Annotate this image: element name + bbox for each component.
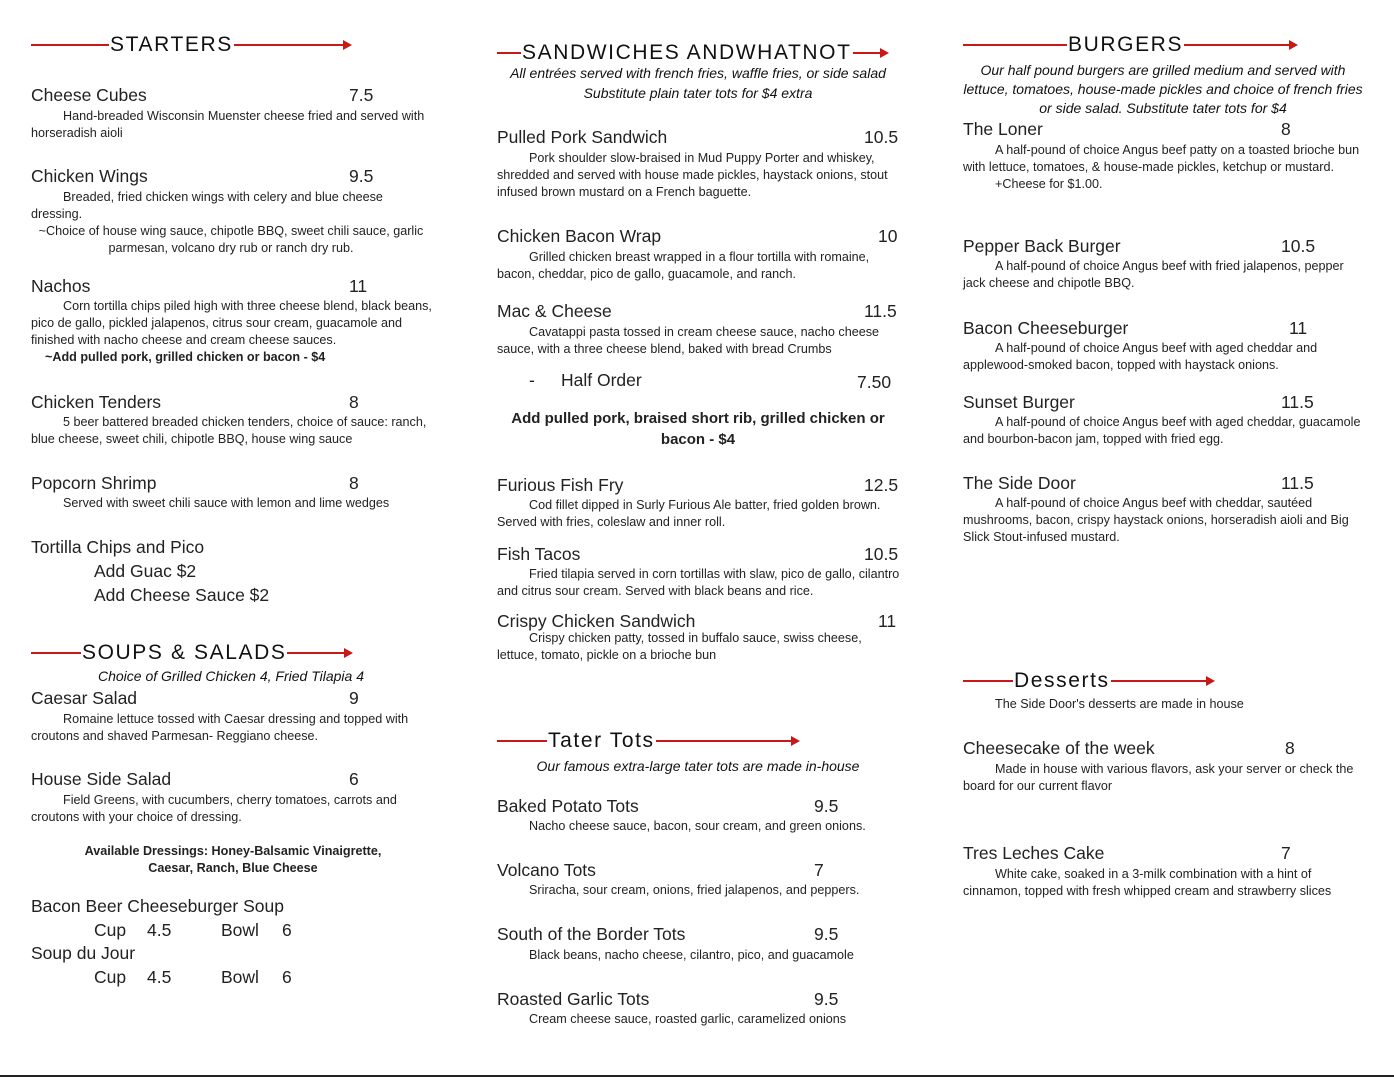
item-description: Sriracha, sour cream, onions, fried jalapenos, and peppers. bbox=[529, 883, 860, 897]
menu-item bbox=[31, 688, 431, 745]
item-price: 10.5 bbox=[864, 544, 899, 564]
heading-text: Desserts bbox=[1014, 669, 1110, 692]
arrow-right-icon bbox=[287, 648, 353, 658]
item-name: Chicken Tenders bbox=[31, 392, 162, 412]
arrow-right-icon bbox=[1111, 676, 1215, 686]
heading-text: SOUPS & SALADS bbox=[82, 641, 287, 664]
cup-label: Cup bbox=[94, 967, 127, 987]
section-heading-tater-tots bbox=[497, 729, 800, 753]
menu-item bbox=[31, 276, 433, 366]
item-name: Tortilla Chips and Pico bbox=[31, 537, 205, 557]
item-price: 11 bbox=[878, 611, 897, 631]
item-price: 9.5 bbox=[349, 166, 374, 186]
item-name: Popcorn Shrimp bbox=[31, 473, 157, 493]
section-heading-starters bbox=[31, 33, 352, 57]
menu-item bbox=[31, 473, 431, 512]
item-name: Sunset Burger bbox=[963, 392, 1075, 412]
item-price: 9 bbox=[349, 688, 359, 708]
heading-line bbox=[497, 52, 521, 54]
item-description: Corn tortilla chips piled high with three cheese blend, black beans, pico de gallo, pickled jalapenos, citrus sour cream, guacamole and finished with nacho cheese and cream cheese sauces. bbox=[31, 299, 432, 347]
item-name: Fish Tacos bbox=[497, 544, 581, 564]
half-order-price: 7.50 bbox=[857, 372, 892, 392]
item-name: Chicken Wings bbox=[31, 166, 148, 186]
item-price: 11.5 bbox=[1281, 473, 1314, 493]
item-name: The Loner bbox=[963, 119, 1043, 139]
cup-price: 4.5 bbox=[147, 967, 172, 987]
item-description: A half-pound of choice Angus beef with aged cheddar and applewood-smoked bacon, topped with haystack onions. bbox=[963, 341, 1318, 372]
heading-text: SANDWICHES ANDWHATNOT bbox=[522, 41, 852, 64]
arrow-right-icon bbox=[234, 40, 352, 50]
bowl-label: Bowl bbox=[221, 967, 259, 987]
section-subtitle: Choice of Grilled Chicken 4, Fried Tilapia 4 bbox=[98, 668, 364, 684]
menu-item bbox=[497, 226, 899, 283]
menu-item bbox=[497, 301, 899, 358]
item-price: 8 bbox=[1281, 119, 1291, 139]
item-price: 11.5 bbox=[1281, 392, 1314, 412]
heading-line bbox=[963, 44, 1067, 46]
section-heading-soups-salads bbox=[31, 641, 353, 665]
item-price: 11 bbox=[1289, 318, 1308, 338]
item-name: Chicken Bacon Wrap bbox=[497, 226, 662, 246]
item-name: Furious Fish Fry bbox=[497, 475, 624, 495]
dressings-note: Available Dressings: Honey-Balsamic Vinaigrette, Caesar, Ranch, Blue Cheese bbox=[84, 844, 382, 875]
half-order-label: Half Order bbox=[561, 370, 642, 390]
item-description: Hand-breaded Wisconsin Muenster cheese fried and served with horseradish aioli bbox=[31, 109, 425, 140]
item-price: 9.5 bbox=[814, 924, 839, 944]
menu-item bbox=[963, 119, 1365, 193]
item-name: Pepper Back Burger bbox=[963, 236, 1121, 256]
item-description: Cream cheese sauce, roasted garlic, caramelized onions bbox=[529, 1012, 847, 1026]
menu-item bbox=[31, 769, 431, 826]
heading-line bbox=[31, 652, 81, 654]
item-description: Field Greens, with cucumbers, cherry tomatoes, carrots and croutons with your choice of dressing. bbox=[31, 793, 397, 824]
menu-item bbox=[497, 544, 901, 600]
menu-item bbox=[497, 796, 899, 835]
item-name: Nachos bbox=[31, 276, 91, 296]
item-description: Pork shoulder slow-braised in Mud Puppy Porter and whiskey, shredded and served with house made pickles, haystack onions, stout infused brown mustard on a French baguette. bbox=[497, 151, 888, 199]
item-note: ~Add pulled pork, grilled chicken or bacon - $4 bbox=[45, 350, 326, 364]
item-description: Fried tilapia served in corn tortillas with slaw, pico de gallo, cilantro and citrus sour cream. Served with black beans and rice. bbox=[497, 567, 900, 598]
item-price: 8 bbox=[349, 392, 359, 412]
heading-text: BURGERS bbox=[1068, 33, 1184, 56]
menu-item bbox=[963, 236, 1365, 292]
item-name: Mac & Cheese bbox=[497, 301, 612, 321]
item-description: Served with sweet chili sauce with lemon and lime wedges bbox=[63, 496, 390, 510]
cup-price: 4.5 bbox=[147, 920, 172, 940]
section-subtitle: All entrées served with french fries, waffle fries, or side salad bbox=[510, 65, 886, 81]
item-price: 9.5 bbox=[814, 796, 839, 816]
menu-item bbox=[963, 318, 1365, 374]
item-price: 10.5 bbox=[1281, 236, 1316, 256]
item-name: Bacon Cheeseburger bbox=[963, 318, 1129, 338]
arrow-right-icon bbox=[853, 48, 889, 58]
item-note: +Cheese for $1.00. bbox=[995, 177, 1103, 191]
item-description: Nacho cheese sauce, bacon, sour cream, and green onions. bbox=[529, 819, 866, 833]
menu-item bbox=[497, 127, 899, 201]
item-note: ~Choice of house wing sauce, chipotle BBQ, sweet chili sauce, garlic parmesan, volcano dry rub or ranch dry rub. bbox=[38, 224, 424, 255]
heading-text: STARTERS bbox=[110, 33, 233, 56]
item-description: Crispy chicken patty, tossed in buffalo sauce, swiss cheese, lettuce, tomato, pickle on a brioche bun bbox=[497, 631, 862, 662]
item-name: Soup du Jour bbox=[31, 943, 136, 963]
item-name: Roasted Garlic Tots bbox=[497, 989, 650, 1009]
half-order-dash: - bbox=[529, 370, 535, 390]
page-bottom-rule bbox=[0, 1075, 1394, 1077]
section-subtitle: Our famous extra-large tater tots are made in-house bbox=[536, 758, 860, 774]
item-price: 10.5 bbox=[864, 127, 899, 147]
arrow-right-icon bbox=[1184, 40, 1298, 50]
item-description: 5 beer battered breaded chicken tenders, choice of sauce: ranch, blue cheese, sweet chili, chipotle BBQ, house wing sauce bbox=[31, 415, 427, 446]
heading-line bbox=[963, 680, 1013, 682]
menu-item bbox=[31, 85, 431, 142]
bowl-price: 6 bbox=[282, 920, 292, 940]
item-description: A half-pound of choice Angus beef with cheddar, sautéed mushrooms, bacon, crispy haystack onions, horseradish aioli and Big Slick Stout-infused mustard. bbox=[963, 496, 1349, 544]
menu-item bbox=[497, 924, 899, 964]
item-name: Volcano Tots bbox=[497, 860, 596, 880]
item-description: Breaded, fried chicken wings with celery and blue cheese dressing. bbox=[31, 190, 383, 221]
item-price: 8 bbox=[1285, 738, 1295, 758]
item-description: Made in house with various flavors, ask your server or check the board for our current flavor bbox=[963, 762, 1354, 793]
menu-item bbox=[963, 473, 1367, 546]
item-price: 7 bbox=[1281, 843, 1291, 863]
heading-line bbox=[31, 44, 109, 46]
item-name: The Side Door bbox=[963, 473, 1076, 493]
bowl-label: Bowl bbox=[221, 920, 259, 940]
menu-item bbox=[497, 475, 901, 531]
item-description: Romaine lettuce tossed with Caesar dressing and topped with croutons and shaved Parmesan- Reggiano cheese. bbox=[31, 712, 409, 743]
item-description: Cavatappi pasta tossed in cream cheese sauce, nacho cheese sauce, with a three cheese blend, baked with bread Crumbs bbox=[497, 325, 880, 356]
item-price: 11 bbox=[349, 276, 368, 296]
item-description: White cake, soaked in a 3-milk combination with a hint of cinnamon, topped with fresh whipped cream and strawberry slices bbox=[963, 867, 1332, 898]
item-name: Cheesecake of the week bbox=[963, 738, 1155, 758]
item-description: A half-pound of choice Angus beef with fried jalapenos, pepper jack cheese and chipotle BBQ. bbox=[963, 259, 1344, 290]
menu-item bbox=[31, 392, 431, 448]
item-price: 9.5 bbox=[814, 989, 839, 1009]
menu-item bbox=[963, 843, 1367, 900]
bowl-price: 6 bbox=[282, 967, 292, 987]
item-name: Caesar Salad bbox=[31, 688, 138, 708]
item-description: Black beans, nacho cheese, cilantro, pico, and guacamole bbox=[529, 948, 854, 962]
item-description: A half-pound of choice Angus beef patty on a toasted brioche bun with lettuce, tomatoes, & house-made pickles, ketchup or mustard. bbox=[963, 143, 1360, 174]
item-price: 11.5 bbox=[864, 301, 897, 321]
section-subtitle: Our half pound burgers are grilled medium and served with lettuce, tomatoes, house-made pickles and choice of french fries or side salad. Substitute tater tots for $4 bbox=[963, 62, 1363, 116]
item-addon: Add Cheese Sauce $2 bbox=[94, 585, 270, 605]
item-price: 10 bbox=[878, 226, 898, 246]
heading-text: Tater Tots bbox=[548, 729, 655, 752]
item-name: House Side Salad bbox=[31, 769, 172, 789]
arrow-right-icon bbox=[656, 736, 800, 746]
menu-item bbox=[497, 611, 901, 664]
section-subtitle: The Side Door's desserts are made in house bbox=[995, 697, 1244, 711]
item-name: Cheese Cubes bbox=[31, 85, 147, 105]
item-description: Grilled chicken breast wrapped in a flour tortilla with romaine, bacon, cheddar, pico de gallo, guacamole, and ranch. bbox=[497, 250, 870, 281]
section-heading-desserts bbox=[963, 669, 1215, 693]
item-description: Cod fillet dipped in Surly Furious Ale batter, fried golden brown. Served with fries, coleslaw and inner roll. bbox=[497, 498, 881, 529]
addon-note: Add pulled pork, braised short rib, grilled chicken or bacon - $4 bbox=[511, 410, 885, 448]
item-price: 7.5 bbox=[349, 85, 374, 105]
heading-line bbox=[497, 740, 547, 742]
section-heading-burgers bbox=[963, 33, 1298, 57]
menu-item bbox=[497, 989, 899, 1028]
section-heading-sandwiches bbox=[497, 41, 889, 65]
item-name: Pulled Pork Sandwich bbox=[497, 127, 668, 147]
menu-item bbox=[963, 392, 1365, 448]
item-price: 8 bbox=[349, 473, 359, 493]
item-name: Baked Potato Tots bbox=[497, 796, 639, 816]
item-name: Bacon Beer Cheeseburger Soup bbox=[31, 896, 284, 916]
menu-item bbox=[963, 738, 1367, 795]
item-name: Tres Leches Cake bbox=[963, 843, 1105, 863]
item-description: A half-pound of choice Angus beef with aged cheddar, guacamole and bourbon-bacon jam, topped with fried egg. bbox=[963, 415, 1361, 446]
item-name: South of the Border Tots bbox=[497, 924, 686, 944]
section-subtitle: Substitute plain tater tots for $4 extra bbox=[583, 85, 813, 101]
item-addon: Add Guac $2 bbox=[94, 561, 197, 581]
item-price: 12.5 bbox=[864, 475, 899, 495]
item-name: Crispy Chicken Sandwich bbox=[497, 611, 696, 631]
menu-item bbox=[31, 166, 431, 257]
menu-item bbox=[497, 860, 899, 899]
cup-label: Cup bbox=[94, 920, 127, 940]
item-price: 6 bbox=[349, 769, 359, 789]
item-price: 7 bbox=[814, 860, 824, 880]
